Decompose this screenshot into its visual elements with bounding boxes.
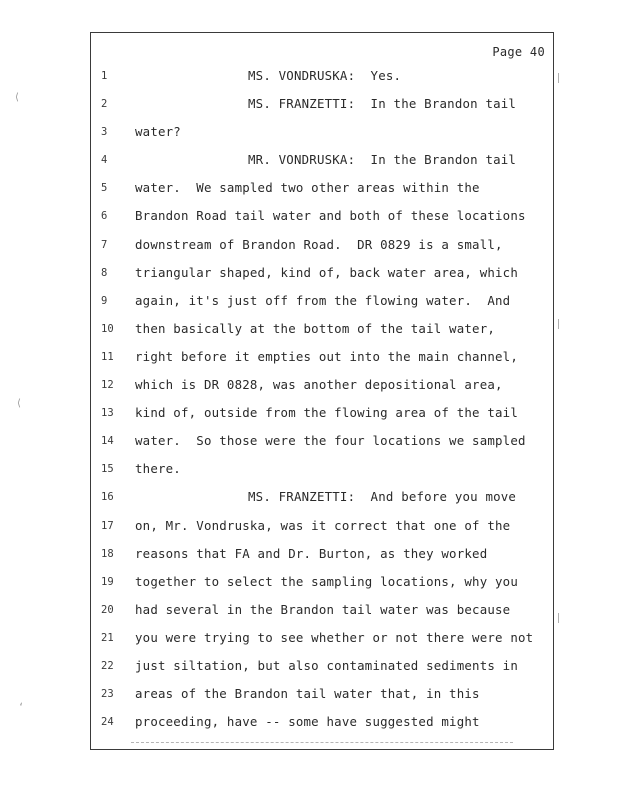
transcript-lines — [91, 66, 553, 740]
left-margin-mark: ʻ — [18, 702, 25, 713]
transcript-line — [91, 684, 553, 712]
page-bottom-rule — [131, 742, 513, 743]
line-number: 6 — [101, 210, 108, 223]
right-edge-tick — [558, 319, 559, 329]
transcript-line — [91, 178, 553, 206]
line-number: 15 — [101, 463, 114, 476]
page-number: Page 40 — [492, 45, 545, 59]
line-text: there. — [135, 461, 181, 477]
left-margin-mark: ⟨ — [14, 92, 21, 103]
transcript-line — [91, 291, 553, 319]
line-text: downstream of Brandon Road. DR 0829 is a small, — [135, 236, 503, 252]
line-text: just siltation, but also contaminated sediments in — [135, 657, 518, 673]
line-text: reasons that FA and Dr. Burton, as they worked — [135, 545, 488, 561]
transcript-line — [91, 656, 553, 684]
transcript-line — [91, 487, 553, 515]
line-number: 21 — [101, 631, 114, 644]
line-number: 5 — [101, 182, 108, 195]
line-text: proceeding, have -- some have suggested might — [135, 714, 480, 730]
line-text: kind of, outside from the flowing area of the tail — [135, 405, 518, 421]
transcript-line — [91, 150, 553, 178]
right-edge-tick — [558, 73, 559, 83]
line-text: had several in the Brandon tail water was because — [135, 601, 511, 617]
transcript-page — [90, 32, 554, 750]
line-text: MS. FRANZETTI: In the Brandon tail — [248, 96, 517, 112]
line-number: 9 — [101, 294, 108, 307]
line-number: 11 — [101, 350, 114, 363]
transcript-line — [91, 347, 553, 375]
transcript-line — [91, 544, 553, 572]
line-text: right before it empties out into the main channel, — [135, 348, 518, 364]
line-number: 19 — [101, 575, 114, 588]
line-text: again, it's just off from the flowing water. And — [135, 292, 511, 308]
line-number: 23 — [101, 688, 114, 701]
line-number: 13 — [101, 407, 114, 420]
line-text: on, Mr. Vondruska, was it correct that one of the — [135, 517, 511, 533]
line-number: 22 — [101, 659, 114, 672]
transcript-line — [91, 263, 553, 291]
line-text: Brandon Road tail water and both of these locations — [135, 208, 526, 224]
line-text: then basically at the bottom of the tail water, — [135, 320, 496, 336]
line-text: water? — [135, 124, 181, 140]
transcript-line — [91, 459, 553, 487]
line-text: together to select the sampling locations, why you — [135, 573, 518, 589]
transcript-line — [91, 628, 553, 656]
line-text: water. We sampled two other areas within the — [135, 180, 480, 196]
line-number: 20 — [101, 603, 114, 616]
line-number: 10 — [101, 322, 114, 335]
line-number: 18 — [101, 547, 114, 560]
transcript-line — [91, 319, 553, 347]
transcript-line — [91, 94, 553, 122]
line-number: 3 — [101, 126, 108, 139]
line-text: MS. FRANZETTI: And before you move — [248, 489, 517, 505]
transcript-line — [91, 516, 553, 544]
line-number: 8 — [101, 266, 108, 279]
left-margin-mark: ⟨ — [16, 398, 23, 409]
line-text: MR. VONDRUSKA: In the Brandon tail — [248, 152, 517, 168]
line-text: MS. VONDRUSKA: Yes. — [248, 68, 402, 83]
line-number: 7 — [101, 238, 108, 251]
line-number: 14 — [101, 435, 114, 448]
transcript-line — [91, 206, 553, 234]
line-text: which is DR 0828, was another depositional area, — [135, 377, 503, 393]
line-text: areas of the Brandon tail water that, in this — [135, 686, 480, 702]
line-number: 2 — [101, 98, 108, 111]
line-number: 1 — [101, 70, 108, 82]
transcript-line — [91, 403, 553, 431]
line-number: 12 — [101, 379, 114, 392]
transcript-line — [91, 235, 553, 263]
line-number: 4 — [101, 154, 108, 167]
line-number: 16 — [101, 491, 114, 504]
transcript-line — [91, 600, 553, 628]
transcript-line — [91, 375, 553, 403]
line-number: 17 — [101, 519, 114, 532]
line-text: triangular shaped, kind of, back water area, which — [135, 264, 518, 280]
transcript-line — [91, 712, 553, 740]
line-text: water. So those were the four locations we sampled — [135, 433, 526, 449]
line-number: 24 — [101, 716, 114, 729]
line-text: you were trying to see whether or not there were not — [135, 629, 534, 645]
right-edge-tick — [558, 613, 559, 623]
transcript-line — [91, 66, 553, 94]
transcript-line — [91, 122, 553, 150]
transcript-line — [91, 572, 553, 600]
transcript-line — [91, 431, 553, 459]
